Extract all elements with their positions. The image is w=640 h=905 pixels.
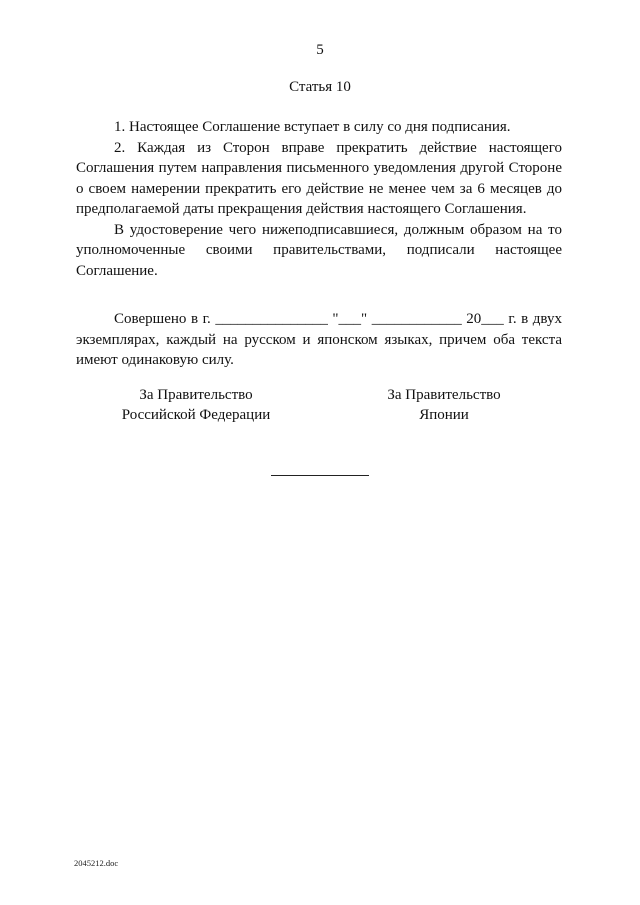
page-number: 5: [316, 42, 324, 58]
article-title: Статья 10: [289, 79, 351, 95]
signature-russia-line2: Российской Федерации: [121, 407, 271, 423]
footer-file-name: 2045212.doc: [74, 858, 119, 868]
paragraph-witness: В удостоверение чего нижеподписавшиеся, должным образом на то уполномоченные своими правительствами, подписали настоящее Соглашение.: [76, 221, 562, 279]
paragraph-done-at: Совершено в г. _______________ "___" ____________ 20___ г. в двух экземплярах, каждый на русском и японском языках, причем оба текста имеют одинаковую силу.: [76, 311, 562, 368]
document-body: [76, 117, 562, 371]
signature-block-japan: [344, 385, 544, 425]
signature-japan-line1: За Правительство: [387, 387, 501, 403]
paragraph-entry-into-force: 1. Настоящее Соглашение вступает в силу со дня подписания.: [114, 119, 511, 135]
end-divider: [271, 475, 369, 476]
signature-block-russia: [96, 385, 296, 425]
signature-japan-line2: Японии: [419, 407, 469, 423]
paragraph-termination: 2. Каждая из Сторон вправе прекратить действие настоящего Соглашения путем направления письменного уведомления другой Стороне о своем намерении прекратить его действие не менее чем за 6 месяцев до предполагаемой даты прекращения действия настоящего Соглашения.: [76, 139, 562, 217]
signature-russia-line1: За Правительство: [139, 387, 253, 403]
